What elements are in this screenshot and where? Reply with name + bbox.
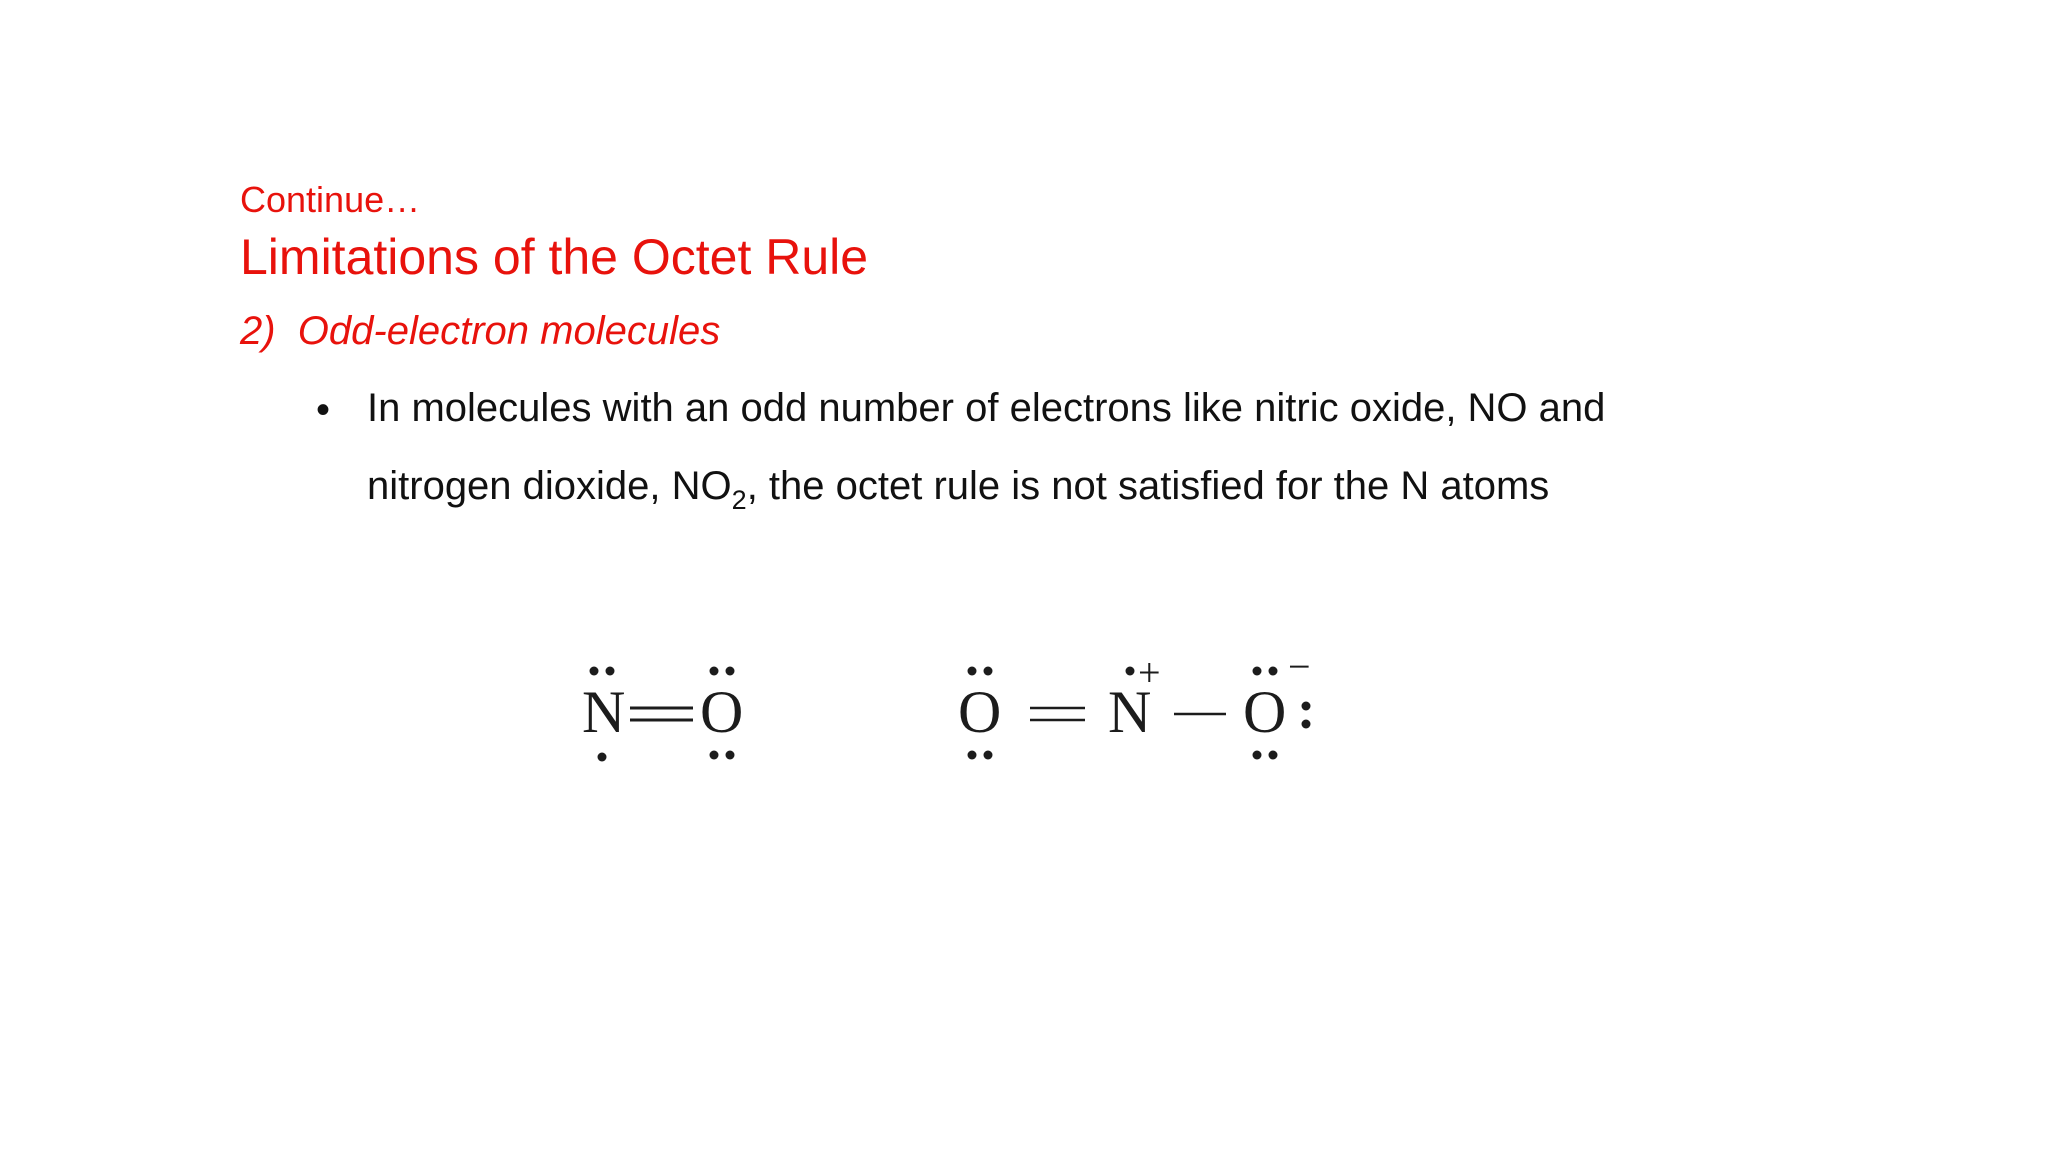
no2-atom-n: N (1108, 679, 1152, 745)
lone-pair-dot (968, 667, 977, 676)
positive-charge: + (1138, 650, 1161, 695)
unpaired-electron-dot (598, 753, 607, 762)
negative-charge: − (1288, 644, 1311, 689)
lone-pair-dot (1302, 720, 1311, 729)
bullet-text-line-2 (367, 464, 1550, 515)
lone-pair-dot (1253, 751, 1262, 760)
continue-label: Continue… (240, 179, 421, 220)
lone-pair-dot (1302, 702, 1311, 711)
lewis-structure-no2 (958, 644, 1311, 760)
bullet-text-line-2-pre: nitrogen dioxide, NO (367, 464, 732, 508)
lone-pair-dot (968, 751, 977, 760)
lone-pair-dot (606, 667, 615, 676)
lone-pair-dot (726, 751, 735, 760)
lone-pair-dot (984, 667, 993, 676)
lone-pair-dot (726, 667, 735, 676)
lone-pair-dot (710, 667, 719, 676)
no-atom-n: N (582, 679, 626, 745)
bullet-text-line-1: In molecules with an odd number of electrons like nitric oxide, NO and (367, 386, 1606, 430)
lone-pair-dot (1269, 751, 1278, 760)
no2-atom-o-right: O (1243, 679, 1287, 745)
lone-pair-dot (710, 751, 719, 760)
lewis-structure-no (582, 667, 743, 762)
lone-pair-dot (590, 667, 599, 676)
lone-pair-dot (1253, 667, 1262, 676)
no-atom-o: O (700, 679, 744, 745)
unpaired-electron-dot (1126, 667, 1135, 676)
lone-pair-dot (1269, 667, 1278, 676)
slide-subtitle: 2) Odd-electron molecules (240, 309, 721, 353)
no2-atom-o-left: O (958, 679, 1002, 745)
slide-title: Limitations of the Octet Rule (240, 229, 869, 285)
bullet-text-line-2-post: , the octet rule is not satisfied for the N atoms (746, 464, 1550, 508)
no2-subscript: 2 (731, 485, 747, 515)
bullet-marker: • (316, 388, 331, 432)
lewis-structures (560, 640, 1360, 790)
lone-pair-dot (984, 751, 993, 760)
